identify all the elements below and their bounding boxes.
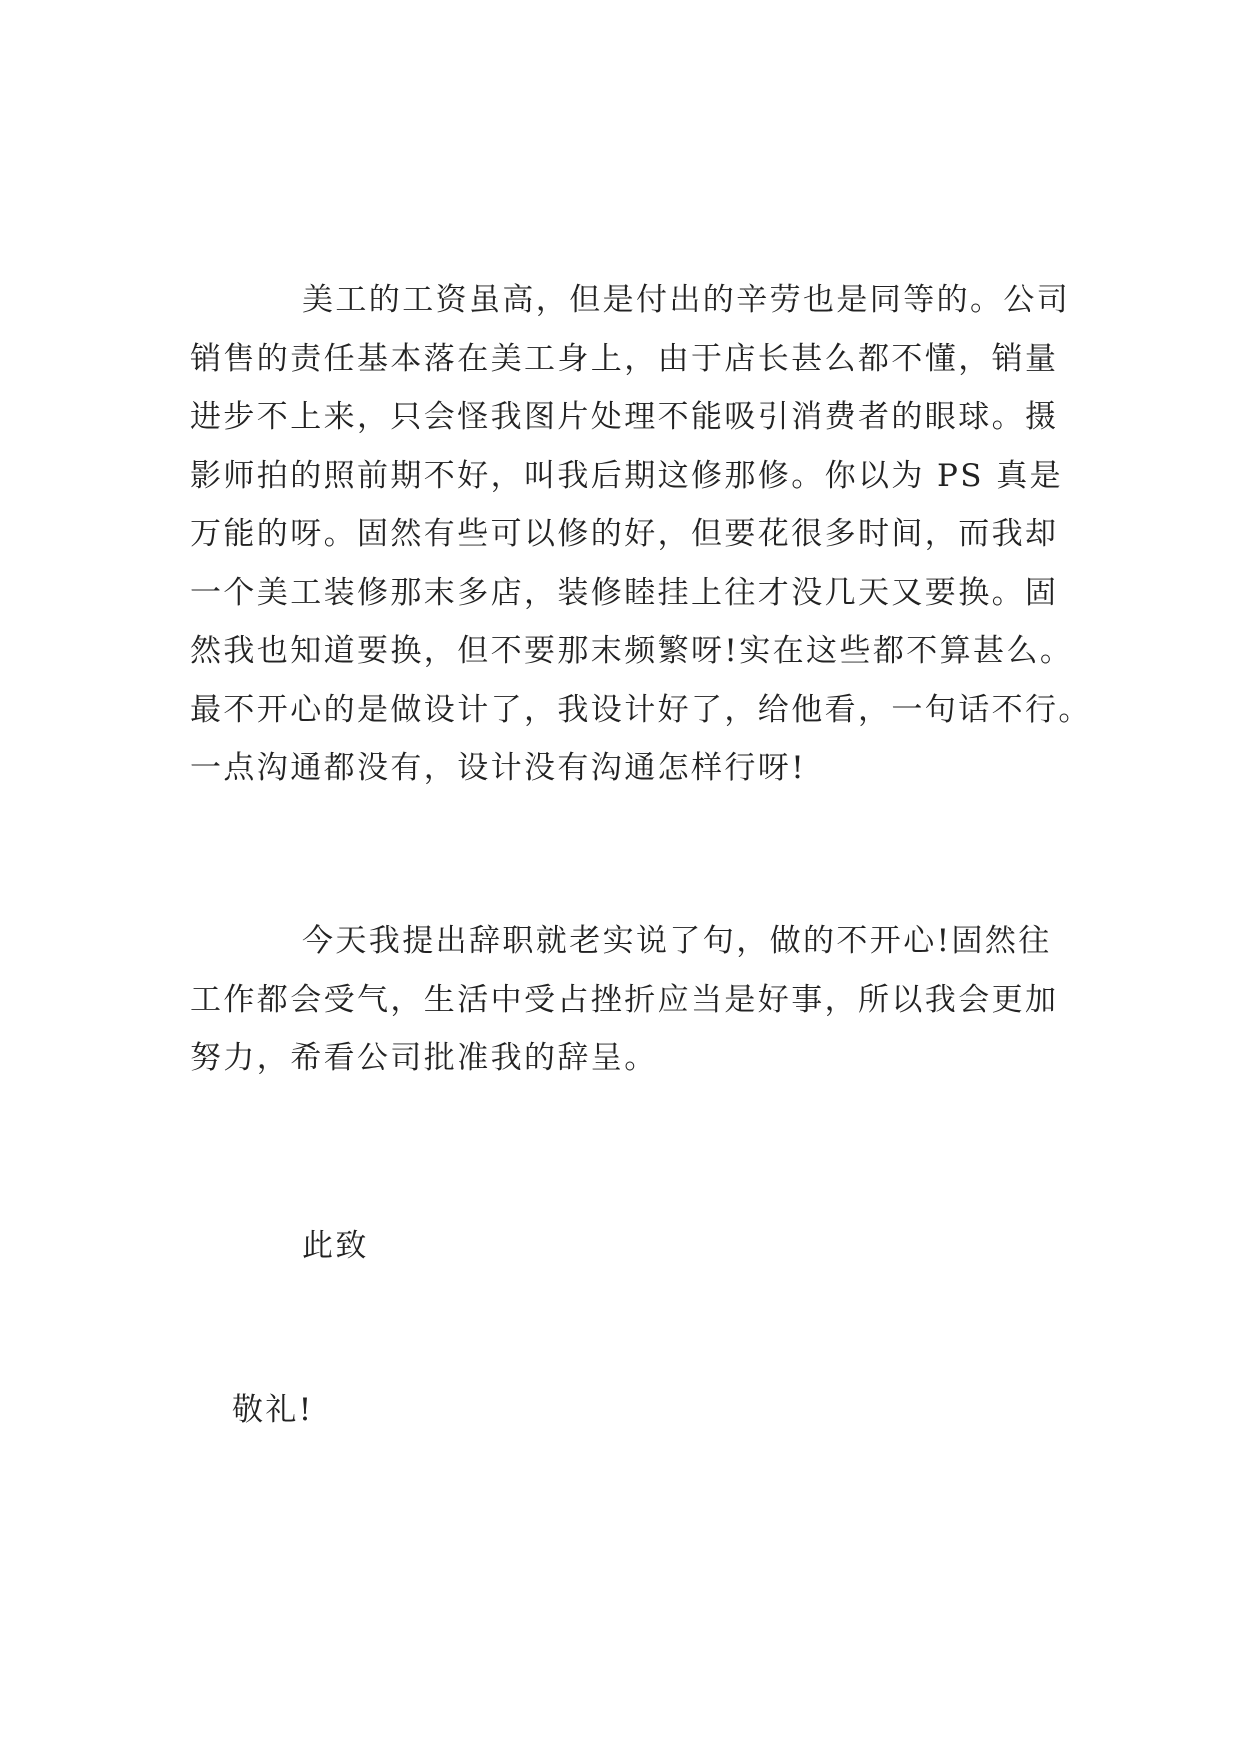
paragraph-line: 一个美工装修那末多店，装修睦挂上往才没几天又要换。固 [190,574,1059,611]
paragraph-line: 万能的呀。固然有些可以修的好，但要花很多时间，而我却 [190,516,1059,552]
closing-regards: 敬礼! [232,1392,314,1428]
paragraph-line: 工作都会受气，生活中受占挫折应当是好事，所以我会更加 [190,981,1059,1018]
paragraph-line: 最不开心的是做设计了，我设计好了，给他看，一句话不行。 [190,691,1092,728]
paragraph-line: 努力，希看公司批准我的辞呈。 [190,1040,658,1076]
closing-salutation: 此致 [302,1228,369,1264]
paragraph-line: 进步不上来，只会怪我图片处理不能吸引消费者的眼球。摄 [190,399,1059,435]
body-paragraph-1 [190,271,1090,798]
paragraph-line: 销售的责任基本落在美工身上，由于店长甚么都不懂，销量 [190,340,1059,377]
paragraph-line: 然我也知道要换，但不要那末频繁呀!实在这些都不算甚么。 [190,633,1074,669]
paragraph-line: 今天我提出辞职就老实说了句，做的不开心!固然往 [302,923,1052,959]
paragraph-line: 影师拍的照前期不好，叫我后期这修那修。你以为 PS 真是 [190,457,1064,494]
body-paragraph-2 [190,912,1090,1088]
paragraph-line: 美工的工资虽高，但是付出的辛劳也是同等的。公司 [302,282,1071,318]
paragraph-line: 一点沟通都没有，设计没有沟通怎样行呀! [190,750,807,786]
